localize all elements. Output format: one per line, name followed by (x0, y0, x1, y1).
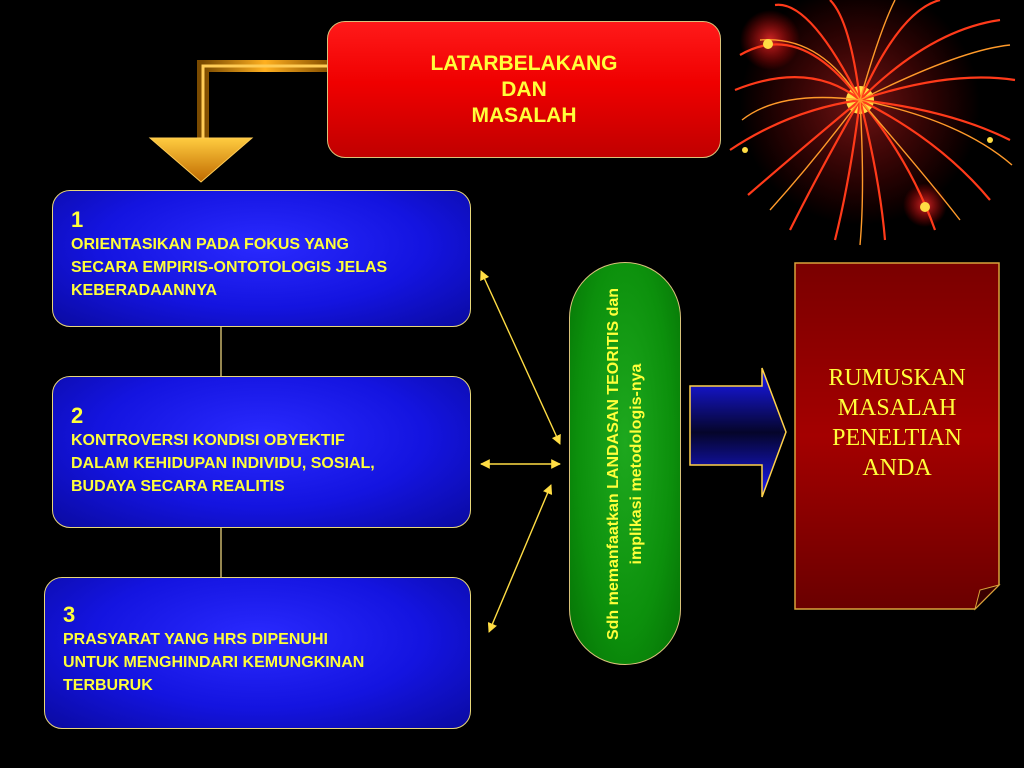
box-2-number: 2 (71, 403, 84, 428)
box-1-number: 1 (71, 207, 84, 232)
box-3 (44, 577, 471, 729)
box-2-text: KONTROVERSI KONDISI OBYEKTIF DALAM KEHIDUPAN INDIVIDU, SOSIAL, BUDAYA SECARA REALITIS (71, 432, 375, 495)
double-arrow-3 (489, 485, 551, 632)
result-document (795, 263, 999, 609)
title-line-1: LATARBELAKANG (430, 51, 618, 75)
title-line-3: MASALAH (471, 103, 577, 127)
box-3-text: PRASYARAT YANG HRS DIPENUHI UNTUK MENGHINDARI KEMUNGKINAN TERBURUK (63, 631, 365, 694)
result-document-text: RUMUSKAN MASALAH PENELTIAN ANDA (828, 365, 966, 481)
box-1 (52, 190, 471, 327)
block-arrow (690, 368, 786, 497)
box-3-number: 3 (63, 602, 76, 627)
elbow-connector (150, 66, 327, 182)
firework-decoration (730, 0, 1015, 245)
theory-pill-text: Sdh memanfaatkan LANDASAN TEORITIS dan implikasi metodologis-nya (605, 287, 645, 640)
title-box (327, 21, 721, 158)
box-1-text: ORIENTASIKAN PADA FOKUS YANG SECARA EMPIRIS-ONTOTOLOGIS JELAS KEBERADAANNYA (71, 236, 388, 299)
double-arrow-1 (481, 271, 560, 444)
theory-pill (569, 262, 681, 665)
title-line-2: DAN (501, 77, 547, 101)
box-2 (52, 376, 471, 528)
